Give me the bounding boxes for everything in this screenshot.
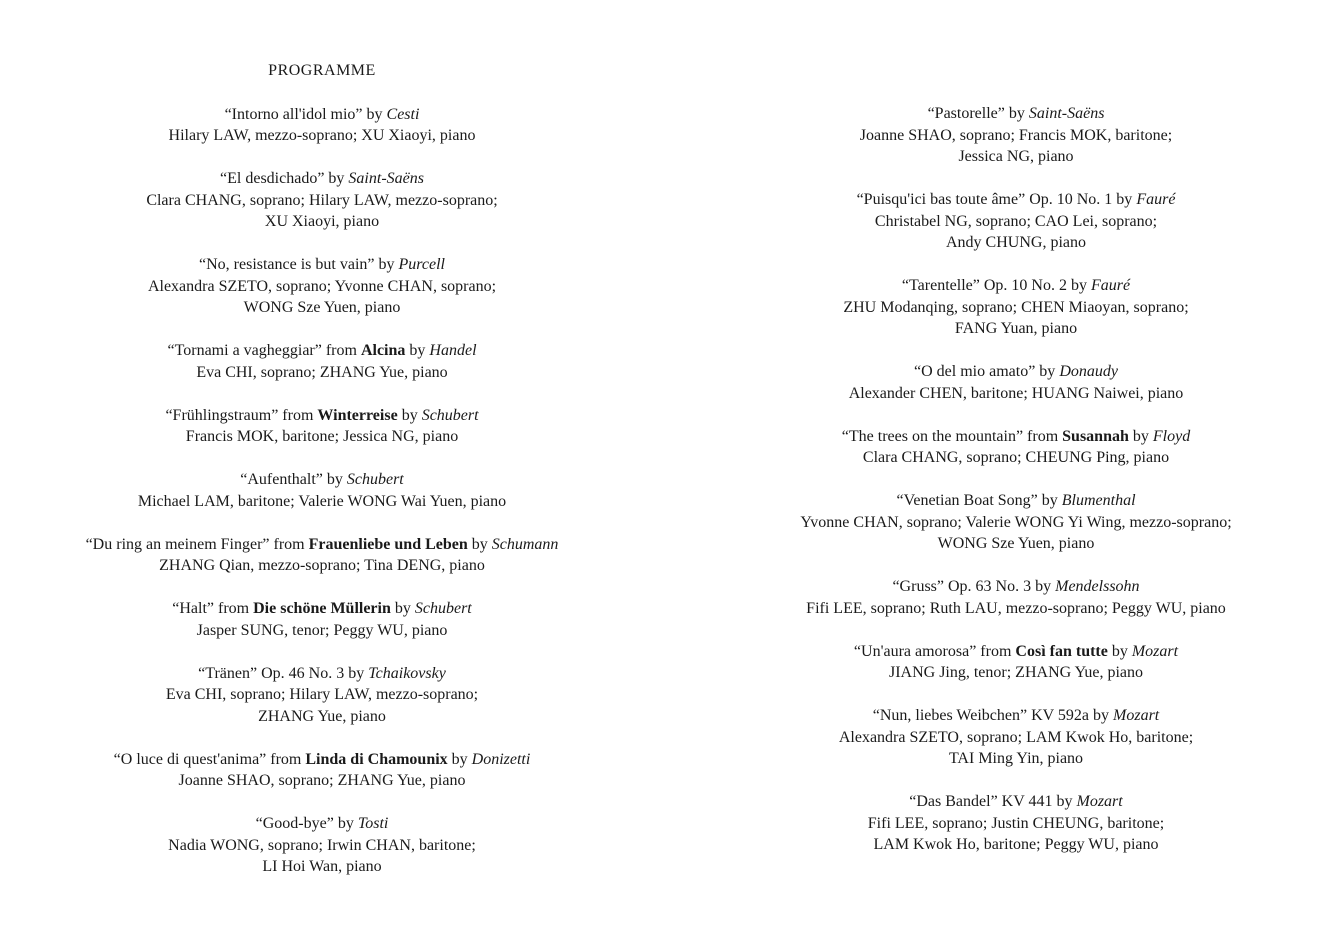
composer-name: Donaudy <box>1059 363 1118 380</box>
work-title: Susannah <box>1062 427 1129 445</box>
piece-title <box>696 791 1336 813</box>
piece-title <box>696 275 1336 297</box>
composer-name: Mozart <box>1131 642 1179 660</box>
performers-line: Clara CHANG, soprano; CHEUNG Ping, piano <box>862 449 1170 466</box>
performers-line: Nadia WONG, soprano; Irwin CHAN, baritone; <box>168 836 476 854</box>
piece-title <box>2 663 642 685</box>
piece-title <box>2 168 642 190</box>
performers-line: ZHANG Qian, mezzo-soprano; Tina DENG, piano <box>159 557 485 574</box>
piece-title <box>696 189 1336 211</box>
composer-name: Fauré <box>1090 277 1131 294</box>
work-title: Die schöne Müllerin <box>253 600 391 617</box>
title-text: by <box>1107 642 1132 660</box>
performers-line: Michael LAM, baritone; Valerie WONG Wai Yuen, piano <box>137 492 507 510</box>
title-text: “Du ring an meinem Finger” from <box>85 535 309 553</box>
piece-title <box>2 469 642 491</box>
composer-name: Handel <box>429 342 477 359</box>
title-text: “Gruss” Op. 63 No. 3 by <box>892 578 1056 595</box>
piece-title <box>2 104 642 126</box>
composer-name: Schumann <box>491 535 559 553</box>
performers-line: WONG Sze Yuen, piano <box>937 535 1095 552</box>
title-text: by <box>390 600 415 617</box>
composer-name: Tchaikovsky <box>368 664 446 682</box>
piece-title <box>2 749 642 771</box>
composer-name: Fauré <box>1136 191 1176 208</box>
programme-entry <box>696 275 1336 340</box>
title-text: “Pastorelle” by <box>927 105 1029 122</box>
performers-line: Jessica NG, piano <box>958 148 1074 165</box>
performers-line: Jasper SUNG, tenor; Peggy WU, piano <box>196 621 448 639</box>
title-text: “Good-bye” by <box>255 815 358 832</box>
performers-line: Joanne SHAO, soprano; Francis MOK, baritone; <box>859 126 1173 144</box>
performers-line: Eva CHI, soprano; Hilary LAW, mezzo-soprano; <box>165 686 479 703</box>
title-text: “The trees on the mountain” from <box>841 427 1063 445</box>
composer-name: Schubert <box>346 471 404 488</box>
composer-name: Donizetti <box>471 750 531 768</box>
piece-title <box>696 103 1336 125</box>
composer-name: Floyd <box>1152 427 1191 445</box>
programme-entry <box>696 103 1336 168</box>
piece-title <box>696 426 1336 448</box>
performers-line: Andy CHUNG, piano <box>946 234 1086 251</box>
programme-entry <box>696 490 1336 555</box>
performers-line: XU Xiaoyi, piano <box>264 213 380 230</box>
programme-entry <box>2 534 642 577</box>
title-text: by <box>405 342 430 359</box>
performers-line: Alexandra SZETO, soprano; LAM Kwok Ho, baritone; <box>838 728 1194 746</box>
programme-entry <box>696 791 1336 856</box>
programme-entry <box>696 361 1336 404</box>
programme-heading: PROGRAMME <box>268 62 376 79</box>
composer-name: Tosti <box>357 815 389 832</box>
programme-entry <box>696 705 1336 770</box>
piece-title <box>2 534 642 556</box>
performers-line: ZHANG Yue, piano <box>258 707 386 725</box>
title-text: “Das Bandel” KV 441 by <box>909 793 1077 810</box>
title-text: “Un'aura amorosa” from <box>853 642 1016 660</box>
piece-title <box>696 641 1336 663</box>
piece-title <box>2 598 642 620</box>
programme-entry <box>2 749 642 792</box>
composer-name: Blumenthal <box>1061 492 1136 509</box>
composer-name: Mendelssohn <box>1055 578 1140 595</box>
performers-line: Alexandra SZETO, soprano; Yvonne CHAN, soprano; <box>147 277 497 295</box>
performers-line: Fifi LEE, soprano; Justin CHEUNG, baritone; <box>867 814 1165 832</box>
title-text: “Aufenthalt” by <box>240 471 347 488</box>
performers-line: LAM Kwok Ho, baritone; Peggy WU, piano <box>873 836 1159 853</box>
performers-line: TAI Ming Yin, piano <box>948 750 1084 767</box>
work-title: Così fan tutte <box>1015 642 1108 660</box>
programme-entry <box>2 469 642 512</box>
programme-column-right <box>696 103 1336 877</box>
composer-name: Purcell <box>398 256 445 273</box>
title-text: “O del mio amato” by <box>914 363 1060 380</box>
title-text: by <box>447 750 472 768</box>
piece-title <box>696 490 1336 512</box>
programme-entry <box>696 641 1336 684</box>
work-title: Frauenliebe und Leben <box>308 535 468 553</box>
title-text: “El desdichado” by <box>220 170 349 187</box>
work-title: Linda di Chamounix <box>305 750 448 768</box>
composer-name: Saint-Saëns <box>1028 105 1105 122</box>
title-text: “Venetian Boat Song” by <box>896 492 1062 509</box>
title-text: “Tarentelle” Op. 10 No. 2 by <box>901 277 1091 294</box>
title-text: “Tornami a vagheggiar” from <box>167 342 361 359</box>
composer-name: Cesti <box>386 105 420 123</box>
piece-title <box>2 813 642 835</box>
programme-entry <box>2 340 642 383</box>
piece-title <box>2 340 642 362</box>
programme-column-left <box>2 60 642 899</box>
title-text: “Halt” from <box>172 600 254 617</box>
piece-title <box>696 361 1336 383</box>
programme-entry <box>2 598 642 641</box>
performers-line: Christabel NG, soprano; CAO Lei, soprano; <box>874 212 1158 230</box>
programme-entry <box>2 663 642 728</box>
performers-line: Yvonne CHAN, soprano; Valerie WONG Yi Wing, mezzo-soprano; <box>800 513 1232 531</box>
performers-line: Francis MOK, baritone; Jessica NG, piano <box>185 428 459 445</box>
performers-line: ZHU Modanqing, soprano; CHEN Miaoyan, soprano; <box>843 298 1189 316</box>
performers-line: Hilary LAW, mezzo-soprano; XU Xiaoyi, piano <box>168 127 476 144</box>
performers-line: Joanne SHAO, soprano; ZHANG Yue, piano <box>178 772 466 789</box>
programme-entry <box>2 405 642 448</box>
performers-line: JIANG Jing, tenor; ZHANG Yue, piano <box>888 664 1144 681</box>
programme-entry <box>2 104 642 147</box>
title-text: by <box>1128 427 1153 445</box>
performers-line: Eva CHI, soprano; ZHANG Yue, piano <box>196 363 448 381</box>
title-text: “No, resistance is but vain” by <box>199 256 399 273</box>
performers-line: WONG Sze Yuen, piano <box>243 299 401 316</box>
title-text: “Puisqu'ici bas toute âme” Op. 10 No. 1 by <box>856 191 1137 208</box>
performers-line: Clara CHANG, soprano; Hilary LAW, mezzo-soprano; <box>146 191 498 209</box>
programme-entry <box>696 576 1336 619</box>
work-title: Winterreise <box>317 406 398 424</box>
piece-title <box>2 405 642 427</box>
programme-entry <box>2 813 642 878</box>
programme-entry <box>2 254 642 319</box>
composer-name: Schubert <box>421 406 479 424</box>
piece-title <box>696 576 1336 598</box>
performers-line: FANG Yuan, piano <box>954 320 1078 337</box>
programme-entry <box>696 426 1336 469</box>
title-text: “O luce di quest'anima” from <box>113 750 306 768</box>
composer-name: Mozart <box>1076 793 1123 810</box>
performers-line: Alexander CHEN, baritone; HUANG Naiwei, piano <box>848 384 1184 402</box>
piece-title <box>2 254 642 276</box>
title-text: “Nun, liebes Weibchen” KV 592a by <box>872 707 1114 724</box>
title-text: “Intorno all'idol mio” by <box>224 105 387 123</box>
programme-entry <box>2 168 642 233</box>
title-text: “Frühlingstraum” from <box>165 406 318 424</box>
piece-title <box>696 705 1336 727</box>
title-text: “Tränen” Op. 46 No. 3 by <box>198 664 369 682</box>
composer-name: Mozart <box>1113 707 1160 724</box>
performers-line: LI Hoi Wan, piano <box>262 858 382 875</box>
title-text: by <box>467 535 492 553</box>
composer-name: Saint-Saëns <box>348 170 424 187</box>
work-title: Alcina <box>360 342 406 359</box>
title-text: by <box>397 406 422 424</box>
performers-line: Fifi LEE, soprano; Ruth LAU, mezzo-soprano; Peggy WU, piano <box>806 599 1226 617</box>
composer-name: Schubert <box>414 600 472 617</box>
programme-entry <box>696 189 1336 254</box>
